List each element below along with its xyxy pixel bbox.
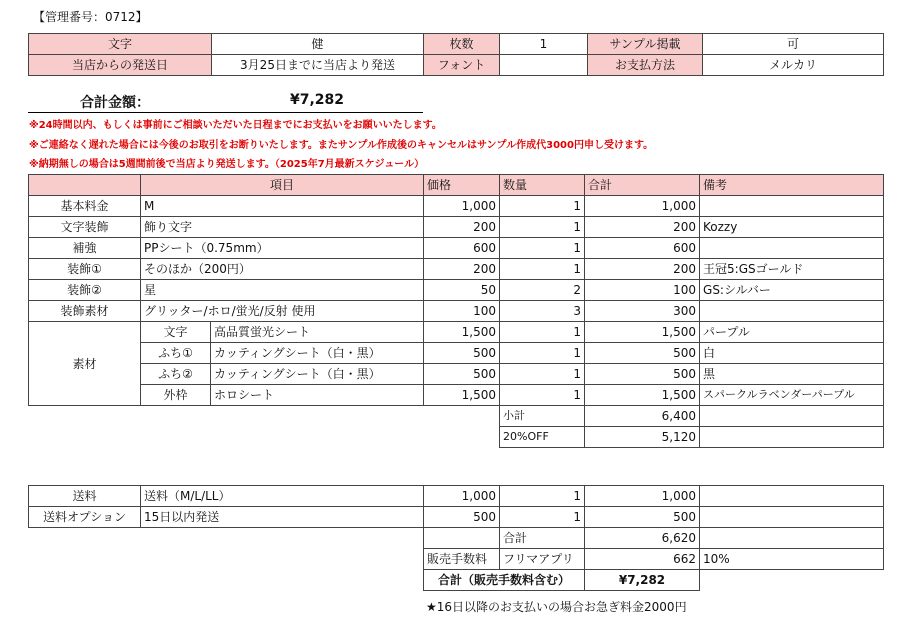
- shipping-price: 1,000: [424, 486, 500, 507]
- material-qty: 1: [500, 343, 585, 364]
- grand-total-row: [29, 570, 884, 591]
- row-category: 装飾素材: [29, 301, 141, 322]
- shipping-qty: 1: [500, 486, 585, 507]
- table-row: [29, 280, 884, 301]
- subtotal-label: 小計: [500, 406, 585, 427]
- count-value: 1: [500, 34, 588, 55]
- material-note: 黒: [700, 364, 884, 385]
- shipping-qty: 1: [500, 507, 585, 528]
- material-price: 500: [424, 343, 500, 364]
- row-qty: 1: [500, 217, 585, 238]
- summary-total-value: 6,620: [585, 528, 700, 549]
- material-row: [29, 364, 884, 385]
- sample-label: サンプル掲載: [588, 34, 703, 55]
- row-price: 50: [424, 280, 500, 301]
- material-row: [29, 343, 884, 364]
- discount-row: [29, 427, 884, 448]
- row-price: 600: [424, 238, 500, 259]
- pay-value: メルカリ: [703, 55, 884, 76]
- row-sum: 600: [585, 238, 700, 259]
- subtotal-row: [29, 406, 884, 427]
- shipping-price: 500: [424, 507, 500, 528]
- row-note: GS:シルバー: [700, 280, 884, 301]
- material-price: 500: [424, 364, 500, 385]
- row-category: 文字装飾: [29, 217, 141, 238]
- row-price: 100: [424, 301, 500, 322]
- discount-label: 20%OFF: [500, 427, 585, 448]
- row-item: グリッター/ホロ/蛍光/反射 使用: [141, 301, 424, 322]
- material-note: 白: [700, 343, 884, 364]
- row-price: 1,000: [424, 196, 500, 217]
- row-category: 装飾②: [29, 280, 141, 301]
- row-item: PPシート（0.75mm）: [141, 238, 424, 259]
- row-qty: 1: [500, 238, 585, 259]
- material-qty: 1: [500, 364, 585, 385]
- total-value: ¥7,282: [290, 92, 345, 108]
- table-row: [29, 196, 884, 217]
- row-note: 王冠5:GSゴールド: [700, 259, 884, 280]
- material-row: [29, 322, 884, 343]
- ship-label: 当店からの発送日: [29, 55, 212, 76]
- material-item: カッティングシート（白・黒）: [211, 343, 424, 364]
- table-row: [29, 259, 884, 280]
- shipping-category: 送料オプション: [29, 507, 141, 528]
- subtotal-value: 6,400: [585, 406, 700, 427]
- grand-total-value: ¥7,282: [585, 570, 700, 591]
- grand-total-label: 合計（販売手数料含む）: [424, 570, 585, 591]
- row-sum: 200: [585, 259, 700, 280]
- font-label: フォント: [424, 55, 500, 76]
- moji-label: 文字: [29, 34, 212, 55]
- row-note: Kozzy: [700, 217, 884, 238]
- material-item: カッティングシート（白・黒）: [211, 364, 424, 385]
- row-qty: 3: [500, 301, 585, 322]
- row-sum: 100: [585, 280, 700, 301]
- fee-rate: 10%: [700, 549, 884, 570]
- material-sum: 500: [585, 364, 700, 385]
- material-part: 外枠: [141, 385, 211, 406]
- management-number: 【管理番号：0712】: [33, 10, 148, 24]
- fee-value: 662: [585, 549, 700, 570]
- material-sum: 1,500: [585, 385, 700, 406]
- material-note: スパークルラベンダーパープル: [700, 385, 884, 406]
- summary-total-row: [29, 528, 884, 549]
- material-part: ふち②: [141, 364, 211, 385]
- row-price: 200: [424, 259, 500, 280]
- row-note: [700, 196, 884, 217]
- row-item: M: [141, 196, 424, 217]
- material-price: 1,500: [424, 322, 500, 343]
- table-row: [29, 238, 884, 259]
- material-part: ふち①: [141, 343, 211, 364]
- summary-total-label: 合計: [500, 528, 585, 549]
- shipping-item: 送料（M/L/LL）: [141, 486, 424, 507]
- material-category: 素材: [29, 322, 141, 406]
- table-row: [29, 301, 884, 322]
- material-sum: 500: [585, 343, 700, 364]
- shipping-table: [28, 485, 884, 591]
- row-sum: 1,000: [585, 196, 700, 217]
- count-label: 枚数: [424, 34, 500, 55]
- row-qty: 1: [500, 259, 585, 280]
- row-item: そのほか（200円）: [141, 259, 424, 280]
- fee-row: [29, 549, 884, 570]
- row-sum: 200: [585, 217, 700, 238]
- ship-value: 3月25日までに当店より発送: [212, 55, 424, 76]
- items-header-row: [29, 175, 884, 196]
- header-price: 価格: [424, 175, 500, 196]
- row-note: [700, 301, 884, 322]
- shipping-sum: 500: [585, 507, 700, 528]
- row-qty: 2: [500, 280, 585, 301]
- header-qty: 数量: [500, 175, 585, 196]
- row-category: 装飾①: [29, 259, 141, 280]
- material-note: パープル: [700, 322, 884, 343]
- material-item: 高品質蛍光シート: [211, 322, 424, 343]
- total-label: 合計金額：: [80, 95, 150, 111]
- total-underline: [28, 112, 423, 113]
- shipping-category: 送料: [29, 486, 141, 507]
- material-row: [29, 385, 884, 406]
- font-value: [500, 55, 588, 76]
- shipping-item: 15日以内発送: [141, 507, 424, 528]
- material-qty: 1: [500, 385, 585, 406]
- material-price: 1,500: [424, 385, 500, 406]
- material-item: ホロシート: [211, 385, 424, 406]
- fee-label: 販売手数料: [424, 549, 500, 570]
- row-category: 基本料金: [29, 196, 141, 217]
- row-item: 星: [141, 280, 424, 301]
- table-row: [29, 217, 884, 238]
- row-note: [700, 238, 884, 259]
- pay-label: お支払方法: [588, 55, 703, 76]
- items-table: [28, 174, 884, 448]
- note-schedule: ※納期無しの場合は5週間前後で当店より発送します。（2025年7月最新スケジュール）: [29, 159, 425, 170]
- header-sum: 合計: [585, 175, 700, 196]
- note-payment: ※24時間以内、もしくは事前にご相談いただいた日程までにお支払いをお願いいたします。: [29, 120, 442, 131]
- header-note: 備考: [700, 175, 884, 196]
- shipping-sum: 1,000: [585, 486, 700, 507]
- row-price: 200: [424, 217, 500, 238]
- note-cancel: ※ご連絡なく遅れた場合には今後のお取引をお断りいたします。またサンプル作成後のキャンセルはサンプル作成代3000円申し受けます。: [29, 140, 654, 151]
- discount-value: 5,120: [585, 427, 700, 448]
- sample-value: 可: [703, 34, 884, 55]
- fee-app: フリマアプリ: [500, 549, 585, 570]
- shipping-row: [29, 507, 884, 528]
- row-item: 飾り文字: [141, 217, 424, 238]
- shipping-row: [29, 486, 884, 507]
- info-table: [28, 33, 884, 76]
- footer-note: ★16日以降のお支払いの場合お急ぎ料金2000円: [426, 600, 687, 614]
- header-item: 項目: [141, 175, 424, 196]
- material-part: 文字: [141, 322, 211, 343]
- row-category: 補強: [29, 238, 141, 259]
- moji-value: 健: [212, 34, 424, 55]
- material-qty: 1: [500, 322, 585, 343]
- row-sum: 300: [585, 301, 700, 322]
- row-qty: 1: [500, 196, 585, 217]
- material-sum: 1,500: [585, 322, 700, 343]
